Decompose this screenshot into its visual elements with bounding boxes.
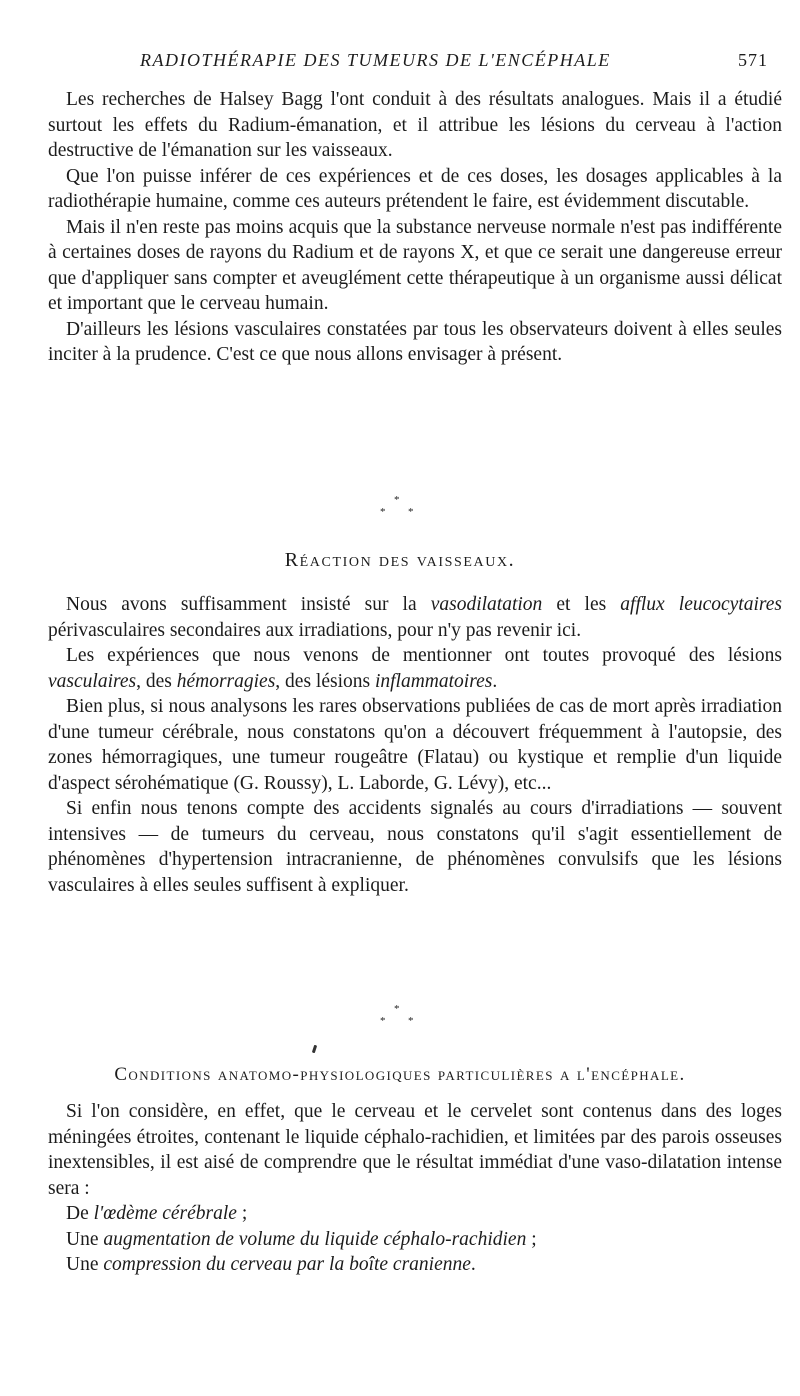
- asterism-divider: [370, 494, 430, 524]
- page-number: 571: [738, 50, 768, 70]
- section-conditions-body: [48, 1099, 782, 1278]
- paragraph: [48, 643, 782, 694]
- paragraph: Si l'on considère, en effet, que le cerveau et le cervelet sont contenus dans des loges méningées étroites, contenant le liquide céphalo-rachidien, et limitées par des parois osseuses inextensibles, il est aisé de comprendre que le résultat immédiat d'une vaso-dilatation intense sera :: [48, 1101, 782, 1199]
- italic-term: vasculaires: [48, 670, 137, 692]
- asterisk: *: [380, 1015, 386, 1027]
- list-item: [48, 1252, 782, 1278]
- italic-term: compression du cerveau par la boîte cranienne: [103, 1254, 471, 1275]
- asterisk: *: [394, 494, 400, 506]
- text-run: Les expériences que nous venons de mentionner ont toutes provoqué des lésions: [66, 645, 782, 666]
- text-run: périvasculaires secondaires aux irradiations, pour n'y pas revenir ici.: [48, 619, 582, 641]
- text-run: , des: [136, 670, 177, 692]
- asterism-divider: [370, 1003, 430, 1033]
- text-run: Une: [66, 1254, 104, 1275]
- text-run: .: [470, 1254, 476, 1275]
- section-vaisseaux-body: [48, 592, 782, 898]
- running-title: RADIOTHÉRAPIE DES TUMEURS DE L'ENCÉPHALE: [140, 50, 611, 70]
- text-run: , des lésions: [275, 670, 375, 692]
- text-run: ;: [236, 1203, 248, 1224]
- paragraph: Les recherches de Halsey Bagg l'ont conduit à des résultats analogues. Mais il a étudié surtout les effets du Radium-émanation, et il attribue les lésions du cerveau à l'action destructive de l'émanation sur les vaisseaux.: [48, 89, 782, 161]
- italic-term: augmentation de volume du liquide céphalo-rachidien: [103, 1228, 527, 1250]
- text-run: Une: [66, 1228, 104, 1250]
- italic-term: l'œdème cérébrale: [93, 1203, 237, 1224]
- italic-term: afflux leucocytaires: [620, 594, 783, 615]
- paragraph: Bien plus, si nous analysons les rares observations publiées de cas de mort après irradiation d'une tumeur cérébrale, nous constatons qu'on a découvert fréquemment à l'autopsie, des zones hémorragiques, une tumeur rougeâtre (Flatau) ou kystique et remplie d'un liquide d'aspect sérohématique (G. Roussy), L. Laborde, G. Lévy), etc...: [48, 696, 782, 794]
- text-run: Nous avons suffisamment insisté sur la: [66, 594, 431, 615]
- paragraph: Que l'on puisse inférer de ces expériences et de ces doses, les dosages applicables à la radiothérapie humaine, comme ces auteurs prétendent le faire, est évidemment discutable.: [48, 165, 782, 212]
- text-run: .: [492, 670, 498, 692]
- paragraph: Si enfin nous tenons compte des accidents signalés au cours d'irradiations — souvent intensives — de tumeurs du cerveau, nous constatons qu'il s'agit essentiellement de phénomènes d'hypertension intracranienne, de phénomènes convulsifs que les lésions vasculaires à elles seules suffisent à expliquer.: [48, 798, 782, 896]
- paragraph: [48, 592, 782, 643]
- asterisk: *: [380, 506, 386, 518]
- asterisk: *: [408, 1015, 414, 1027]
- text-run: ;: [526, 1228, 537, 1250]
- italic-term: vasodilatation: [430, 594, 543, 615]
- ink-speck: [310, 1043, 320, 1055]
- section-heading-conditions: Conditions anatomo-physiologiques particulières a l'encéphale.: [114, 1064, 686, 1085]
- asterisk: *: [394, 1003, 400, 1015]
- ink-mark: [312, 1045, 317, 1054]
- section-heading-vaisseaux: Réaction des vaisseaux.: [284, 549, 516, 571]
- paragraph: D'ailleurs les lésions vasculaires constatées par tous les observateurs doivent à elles seules inciter à la prudence. C'est ce que nous allons envisager à présent.: [48, 318, 782, 365]
- list-item: [48, 1227, 782, 1253]
- text-run: et les: [542, 594, 621, 615]
- italic-term: hémorragies: [176, 670, 276, 692]
- text-run: De: [66, 1203, 94, 1224]
- paragraph: Mais il n'en reste pas moins acquis que la substance nerveuse normale n'est pas indifférente à certaines doses de rayons du Radium et de rayons X, et que ce serait une dangereuse erreur que d'appliquer sans compter et aveuglément cette thérapeutique à un organisme aussi délicat et important que le cerveau humain.: [48, 216, 782, 314]
- opening-paragraphs: [48, 87, 782, 368]
- list-item: [48, 1201, 782, 1227]
- page-header: [56, 50, 768, 76]
- italic-term: inflammatoires: [374, 670, 493, 692]
- asterisk: *: [408, 506, 414, 518]
